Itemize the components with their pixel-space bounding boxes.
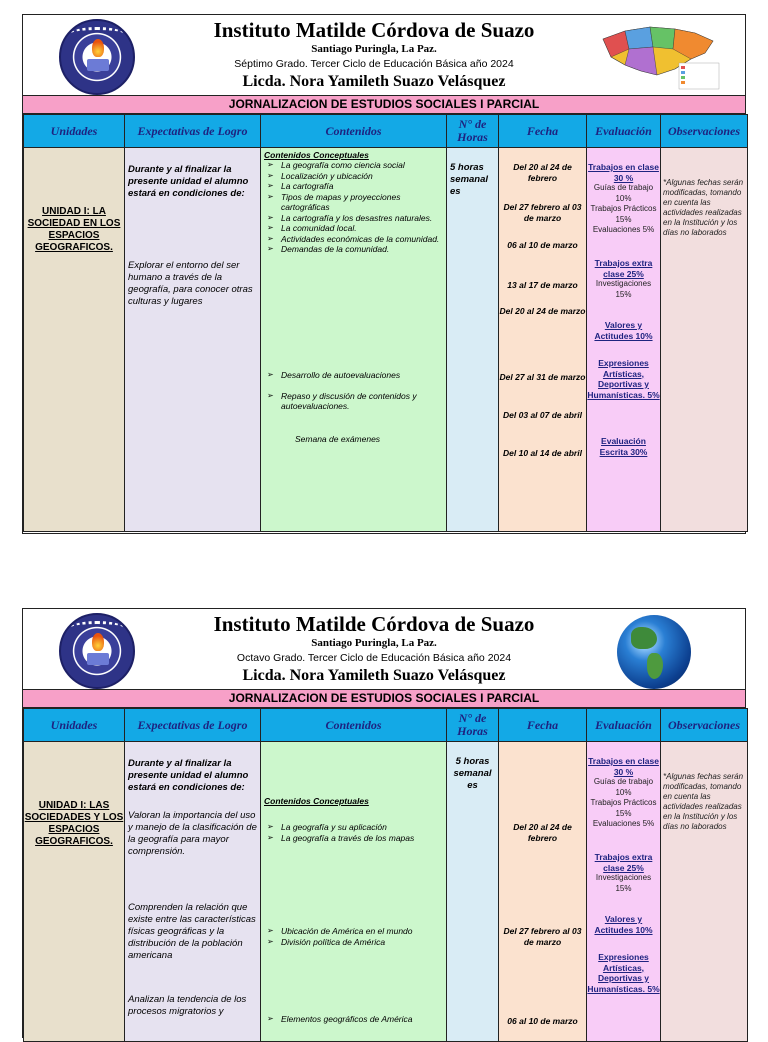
col-evaluacion: Evaluación	[587, 115, 661, 148]
col-contenidos: Contenidos	[261, 115, 447, 148]
eval-title: Expresiones Artísticas, Deportivas y Humanísticas. 5%	[587, 952, 660, 994]
unit-cell	[24, 148, 125, 532]
col-fecha: Fecha	[499, 115, 587, 148]
eval-title: Trabajos en clase 30 %	[588, 756, 659, 777]
title-block	[153, 17, 595, 92]
eval-title: Trabajos extra clase 25%	[594, 852, 653, 873]
col-expectativas: Expectativas de Logro	[125, 115, 261, 148]
eval-block	[587, 914, 660, 935]
date-item: Del 27 febrero al 03 de marzo	[503, 202, 582, 223]
unit-title: UNIDAD I: LAS SOCIEDADES Y LOS ESPACIOS GEOGRAFICOS.	[24, 800, 124, 847]
eval-title: Trabajos extra clase 25%	[594, 258, 653, 279]
eval-line: Evaluaciones 5%	[592, 819, 655, 828]
date-item: 06 al 10 de marzo	[507, 1016, 578, 1026]
expectations-cell	[125, 742, 261, 1042]
eval-block	[587, 852, 660, 894]
header-row	[24, 115, 748, 148]
unit-cell	[24, 742, 125, 1042]
observations-cell	[661, 148, 748, 532]
date-item: Del 27 al 31 de marzo	[499, 372, 586, 382]
eval-title: Valores y Actitudes 10%	[594, 914, 653, 935]
plan-banner: JORNALIZACION DE ESTUDIOS SOCIALES I PARCIAL	[23, 689, 745, 708]
plan-sheet-septimo	[22, 14, 746, 534]
school-location: Santiago Puringla, La Paz.	[311, 43, 437, 55]
content-item: ➢ Demandas de la comunidad.	[281, 244, 444, 255]
contents-heading: Contenidos Conceptuales	[264, 150, 369, 160]
eval-line: Trabajos Prácticos 15%	[590, 204, 657, 224]
header-row	[24, 709, 748, 742]
contents-list	[261, 822, 446, 843]
dates-cell	[499, 742, 587, 1042]
evaluation-cell	[587, 742, 661, 1042]
col-expectativas: Expectativas de Logro	[125, 709, 261, 742]
grade-line: Octavo Grado. Tercer Ciclo de Educación Básica año 2024	[236, 652, 512, 664]
col-horas: N° de Horas	[447, 115, 499, 148]
hours-cell	[447, 148, 499, 532]
eval-block	[587, 320, 660, 341]
date-item: 06 al 10 de marzo	[507, 240, 578, 250]
plan-banner: JORNALIZACION DE ESTUDIOS SOCIALES I PARCIAL	[23, 95, 745, 114]
school-logo	[59, 19, 135, 95]
hours-value: 5 horas semanal es	[453, 756, 492, 791]
dates-cell	[499, 148, 587, 532]
sheet-header	[23, 15, 745, 95]
content-item: ➢ Localización y ubicación	[281, 171, 444, 182]
teacher-name: Licda. Nora Yamileth Suazo Velásquez	[242, 73, 506, 90]
contents-cell	[261, 148, 447, 532]
plan-table	[23, 114, 748, 532]
contents-list	[261, 160, 446, 255]
school-name: Instituto Matilde Córdova de Suazo	[213, 18, 535, 42]
eval-title: Valores y Actitudes 10%	[594, 320, 653, 341]
content-item: ➢ La geografía y su aplicación	[281, 822, 444, 833]
col-unidades: Unidades	[24, 115, 125, 148]
grade-line: Séptimo Grado. Tercer Ciclo de Educación Básica año 2024	[234, 58, 514, 70]
col-contenidos: Contenidos	[261, 709, 447, 742]
date-item: Del 27 febrero al 03 de marzo	[503, 926, 582, 947]
content-item: ➢ La geografía a través de los mapas	[281, 833, 444, 844]
sheet-header	[23, 609, 745, 689]
eval-title: Trabajos en clase 30 %	[588, 162, 659, 183]
eval-line: Trabajos Prácticos 15%	[590, 798, 657, 818]
eval-line: Evaluaciones 5%	[592, 225, 655, 234]
date-item: 13 al 17 de marzo	[507, 280, 578, 290]
expectations-cell	[125, 148, 261, 532]
eval-line: Guías de trabajo 10%	[593, 777, 654, 797]
date-item: Del 20 al 24 de febrero	[513, 162, 572, 183]
contents-heading: Contenidos Conceptuales	[264, 796, 369, 806]
content-item: ➢ Elementos geográficos de América	[281, 1014, 444, 1025]
honduras-map-image	[595, 19, 721, 91]
contents-list-review	[261, 370, 446, 412]
school-location: Santiago Puringla, La Paz.	[311, 637, 437, 649]
content-item: ➢ Repaso y discusión de contenidos y autoevaluaciones.	[281, 391, 444, 412]
expectation-item: Analizan la tendencia de los procesos migratorios y	[128, 994, 247, 1017]
eval-line: Guías de trabajo 10%	[593, 183, 654, 203]
date-item: Del 20 al 24 de febrero	[513, 822, 572, 843]
school-logo	[59, 613, 135, 689]
eval-block	[587, 162, 660, 236]
eval-block	[587, 952, 660, 994]
observation-note: *Algunas fechas serán modificadas, tomando en cuenta las actividades realizadas en la Institución y los días no laborados	[663, 178, 744, 237]
eval-block	[587, 436, 660, 457]
content-item: ➢ La cartografía	[281, 181, 444, 192]
plan-sheet-octavo	[22, 608, 746, 1038]
teacher-name: Licda. Nora Yamileth Suazo Velásquez	[242, 667, 506, 684]
contents-list	[261, 1014, 446, 1025]
expectation-item: Explorar el entorno del ser humano a través de la geografía, para conocer otras culturas y lugares	[128, 260, 253, 307]
title-block	[153, 611, 595, 686]
eval-title: Evaluación Escrita 30%	[599, 436, 648, 457]
col-evaluacion: Evaluación	[587, 709, 661, 742]
eval-line: Investigaciones 15%	[595, 873, 652, 893]
date-item: Del 10 al 14 de abril	[503, 448, 582, 458]
col-fecha: Fecha	[499, 709, 587, 742]
observations-cell	[661, 742, 748, 1042]
col-horas: N° de Horas	[447, 709, 499, 742]
expectations-intro: Durante y al finalizar la presente unidad el alumno estará en condiciones de:	[128, 758, 249, 793]
eval-block	[587, 258, 660, 300]
content-item: ➢ Actividades económicas de la comunidad.	[281, 234, 444, 245]
hours-value: 5 horas semanal es	[450, 162, 489, 197]
eval-title: Expresiones Artísticas, Deportivas y Humanísticas. 5%	[587, 358, 660, 400]
eval-block	[587, 756, 660, 830]
unit-row	[24, 148, 748, 532]
content-item: ➢ La comunidad local.	[281, 223, 444, 234]
unit-title: UNIDAD I: LA SOCIEDAD EN LOS ESPACIOS GEOGRAFICOS.	[27, 206, 121, 253]
globe-image	[617, 615, 691, 689]
contents-cell	[261, 742, 447, 1042]
date-item: Del 20 al 24 de marzo	[499, 306, 586, 316]
col-unidades: Unidades	[24, 709, 125, 742]
content-item: ➢ Desarrollo de autoevaluaciones	[281, 370, 444, 381]
school-name: Instituto Matilde Córdova de Suazo	[213, 612, 535, 636]
unit-row	[24, 742, 748, 1042]
contents-list	[261, 926, 446, 947]
date-item: Del 03 al 07 de abril	[503, 410, 582, 420]
content-item: ➢ La cartografía y los desastres naturales.	[281, 213, 444, 224]
observation-note: *Algunas fechas serán modificadas, tomando en cuenta las actividades realizadas en la Institución y los días no laborados	[663, 772, 744, 831]
plan-table	[23, 708, 748, 1042]
eval-line: Investigaciones 15%	[595, 279, 652, 299]
col-observaciones: Observaciones	[661, 709, 748, 742]
eval-block	[587, 358, 660, 400]
exam-week: Semana de exámenes	[295, 434, 381, 444]
expectation-item: Comprenden la relación que existe entre las características físicas geográficas y la distribución de la población americana	[128, 902, 256, 961]
evaluation-cell	[587, 148, 661, 532]
expectation-item: Valoran la importancia del uso y manejo de la clasificación de la geografía para mayor comprensión.	[128, 810, 257, 857]
content-item: ➢ División política de América	[281, 937, 444, 948]
content-item: ➢ Tipos de mapas y proyecciones cartográficas	[281, 192, 444, 213]
expectations-intro: Durante y al finalizar la presente unidad el alumno estará en condiciones de:	[128, 164, 249, 199]
content-item: ➢ La geografía como ciencia social	[281, 160, 444, 171]
content-item: ➢ Ubicación de América en el mundo	[281, 926, 444, 937]
hours-cell	[447, 742, 499, 1042]
col-observaciones: Observaciones	[661, 115, 748, 148]
